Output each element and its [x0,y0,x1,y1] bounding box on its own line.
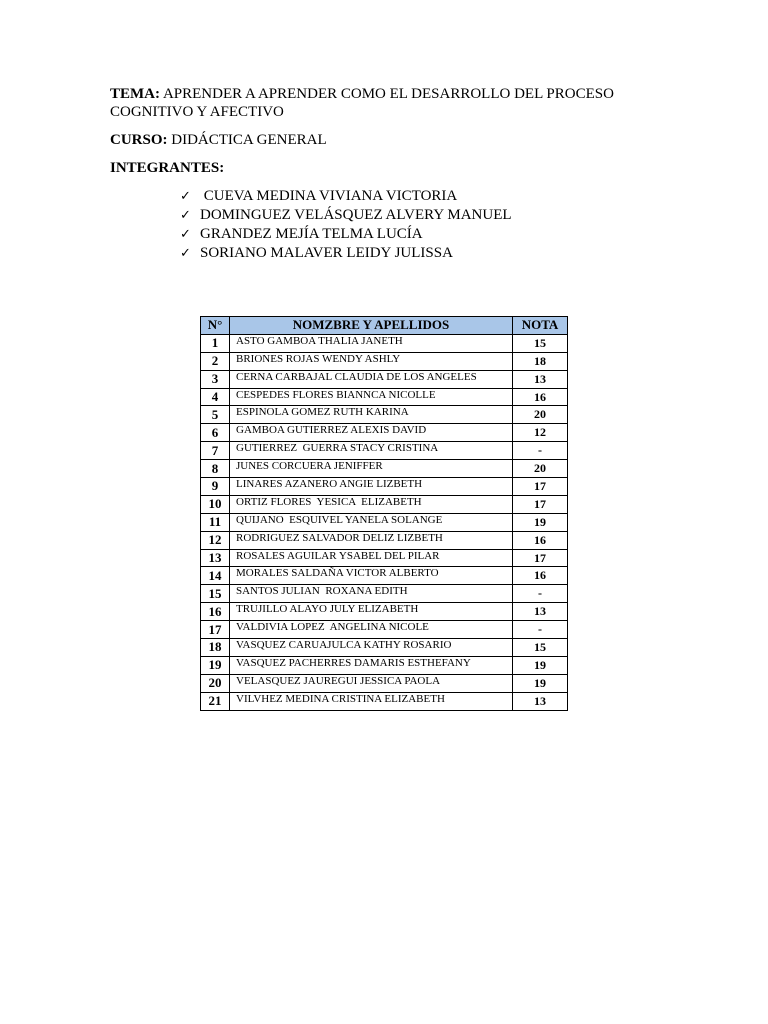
member-item [180,206,512,225]
table-row [201,352,568,370]
row-nota: 15 [513,639,568,657]
row-name: VASQUEZ CARUAJULCA KATHY ROSARIO [230,639,513,657]
row-nota: 17 [513,495,568,513]
check-icon: ✓ [180,227,191,242]
table-row [201,639,568,657]
integrantes-heading [110,159,224,177]
row-name: LINARES AZANERO ANGIE LIZBETH [230,478,513,496]
row-name: ESPINOLA GOMEZ RUTH KARINA [230,406,513,424]
column-header-number: N° [201,317,230,335]
table-row [201,495,568,513]
row-nota: - [513,585,568,603]
members-list [180,187,512,263]
tema-label: TEMA: [110,86,160,102]
row-nota: 16 [513,388,568,406]
table-row [201,621,568,639]
member-name: SORIANO MALAVER LEIDY JULISSA [200,245,453,261]
member-item [180,244,512,263]
row-name: BRIONES ROJAS WENDY ASHLY [230,352,513,370]
member-item [180,225,512,244]
row-name: VASQUEZ PACHERRES DAMARIS ESTHEFANY [230,656,513,674]
row-number: 21 [201,692,230,710]
row-name: VILVHEZ MEDINA CRISTINA ELIZABETH [230,692,513,710]
row-nota: 16 [513,531,568,549]
row-nota: 13 [513,370,568,388]
row-nota: 19 [513,674,568,692]
row-number: 7 [201,442,230,460]
table-row [201,370,568,388]
row-number: 16 [201,603,230,621]
row-nota: 18 [513,352,568,370]
row-nota: 17 [513,549,568,567]
table-row [201,585,568,603]
row-number: 8 [201,460,230,478]
row-number: 14 [201,567,230,585]
row-name: GUTIERREZ GUERRA STACY CRISTINA [230,442,513,460]
row-number: 1 [201,334,230,352]
table-row [201,531,568,549]
table-row [201,478,568,496]
row-name: CESPEDES FLORES BIANNCA NICOLLE [230,388,513,406]
row-number: 15 [201,585,230,603]
row-nota: - [513,621,568,639]
row-nota: 16 [513,567,568,585]
row-nota: 20 [513,460,568,478]
table-row [201,442,568,460]
row-number: 13 [201,549,230,567]
row-number: 11 [201,513,230,531]
row-number: 12 [201,531,230,549]
row-nota: - [513,442,568,460]
row-number: 9 [201,478,230,496]
check-icon: ✓ [180,246,191,261]
table-row [201,388,568,406]
row-name: TRUJILLO ALAYO JULY ELIZABETH [230,603,513,621]
row-name: SANTOS JULIAN ROXANA EDITH [230,585,513,603]
table-row [201,674,568,692]
table-row [201,424,568,442]
row-number: 20 [201,674,230,692]
row-name: QUIJANO ESQUIVEL YANELA SOLANGE [230,513,513,531]
check-icon: ✓ [180,208,191,223]
table-row [201,406,568,424]
row-nota: 17 [513,478,568,496]
table-row [201,513,568,531]
row-number: 2 [201,352,230,370]
row-nota: 19 [513,656,568,674]
row-number: 3 [201,370,230,388]
row-name: ASTO GAMBOA THALIA JANETH [230,334,513,352]
curso-line [110,131,327,149]
row-name: ROSALES AGUILAR YSABEL DEL PILAR [230,549,513,567]
member-item [180,187,512,206]
row-number: 17 [201,621,230,639]
table-row [201,656,568,674]
table-header-row [201,317,568,335]
row-number: 19 [201,656,230,674]
table-row [201,692,568,710]
grades-table [200,316,568,711]
row-number: 4 [201,388,230,406]
member-name: DOMINGUEZ VELÁSQUEZ ALVERY MANUEL [200,207,512,223]
member-name: CUEVA MEDINA VIVIANA VICTORIA [200,188,458,204]
row-number: 6 [201,424,230,442]
curso-label: CURSO: [110,132,168,148]
check-icon: ✓ [180,189,191,204]
row-nota: 19 [513,513,568,531]
row-name: ORTIZ FLORES YESICA ELIZABETH [230,495,513,513]
column-header-name: NOMZBRE Y APELLIDOS [230,317,513,335]
table-row [201,334,568,352]
table-row [201,460,568,478]
column-header-nota: NOTA [513,317,568,335]
table-row [201,549,568,567]
integrantes-label: INTEGRANTES: [110,160,225,176]
row-name: VELASQUEZ JAUREGUI JESSICA PAOLA [230,674,513,692]
row-nota: 12 [513,424,568,442]
row-nota: 13 [513,603,568,621]
grades-table-body [201,334,568,710]
row-number: 5 [201,406,230,424]
table-row [201,603,568,621]
row-nota: 13 [513,692,568,710]
tema-value: APRENDER A APRENDER COMO EL DESARROLLO DEL PROCESO COGNITIVO Y AFECTIVO [110,86,614,120]
tema-line [110,85,670,121]
row-number: 18 [201,639,230,657]
row-number: 10 [201,495,230,513]
row-name: GAMBOA GUTIERREZ ALEXIS DAVID [230,424,513,442]
row-name: VALDIVIA LOPEZ ANGELINA NICOLE [230,621,513,639]
row-nota: 20 [513,406,568,424]
row-name: CERNA CARBAJAL CLAUDIA DE LOS ANGELES [230,370,513,388]
table-row [201,567,568,585]
row-nota: 15 [513,334,568,352]
member-name: GRANDEZ MEJÍA TELMA LUCÍA [200,226,423,242]
row-name: MORALES SALDAÑA VICTOR ALBERTO [230,567,513,585]
row-name: JUNES CORCUERA JENIFFER [230,460,513,478]
row-name: RODRIGUEZ SALVADOR DELIZ LIZBETH [230,531,513,549]
curso-value: DIDÁCTICA GENERAL [171,132,327,148]
